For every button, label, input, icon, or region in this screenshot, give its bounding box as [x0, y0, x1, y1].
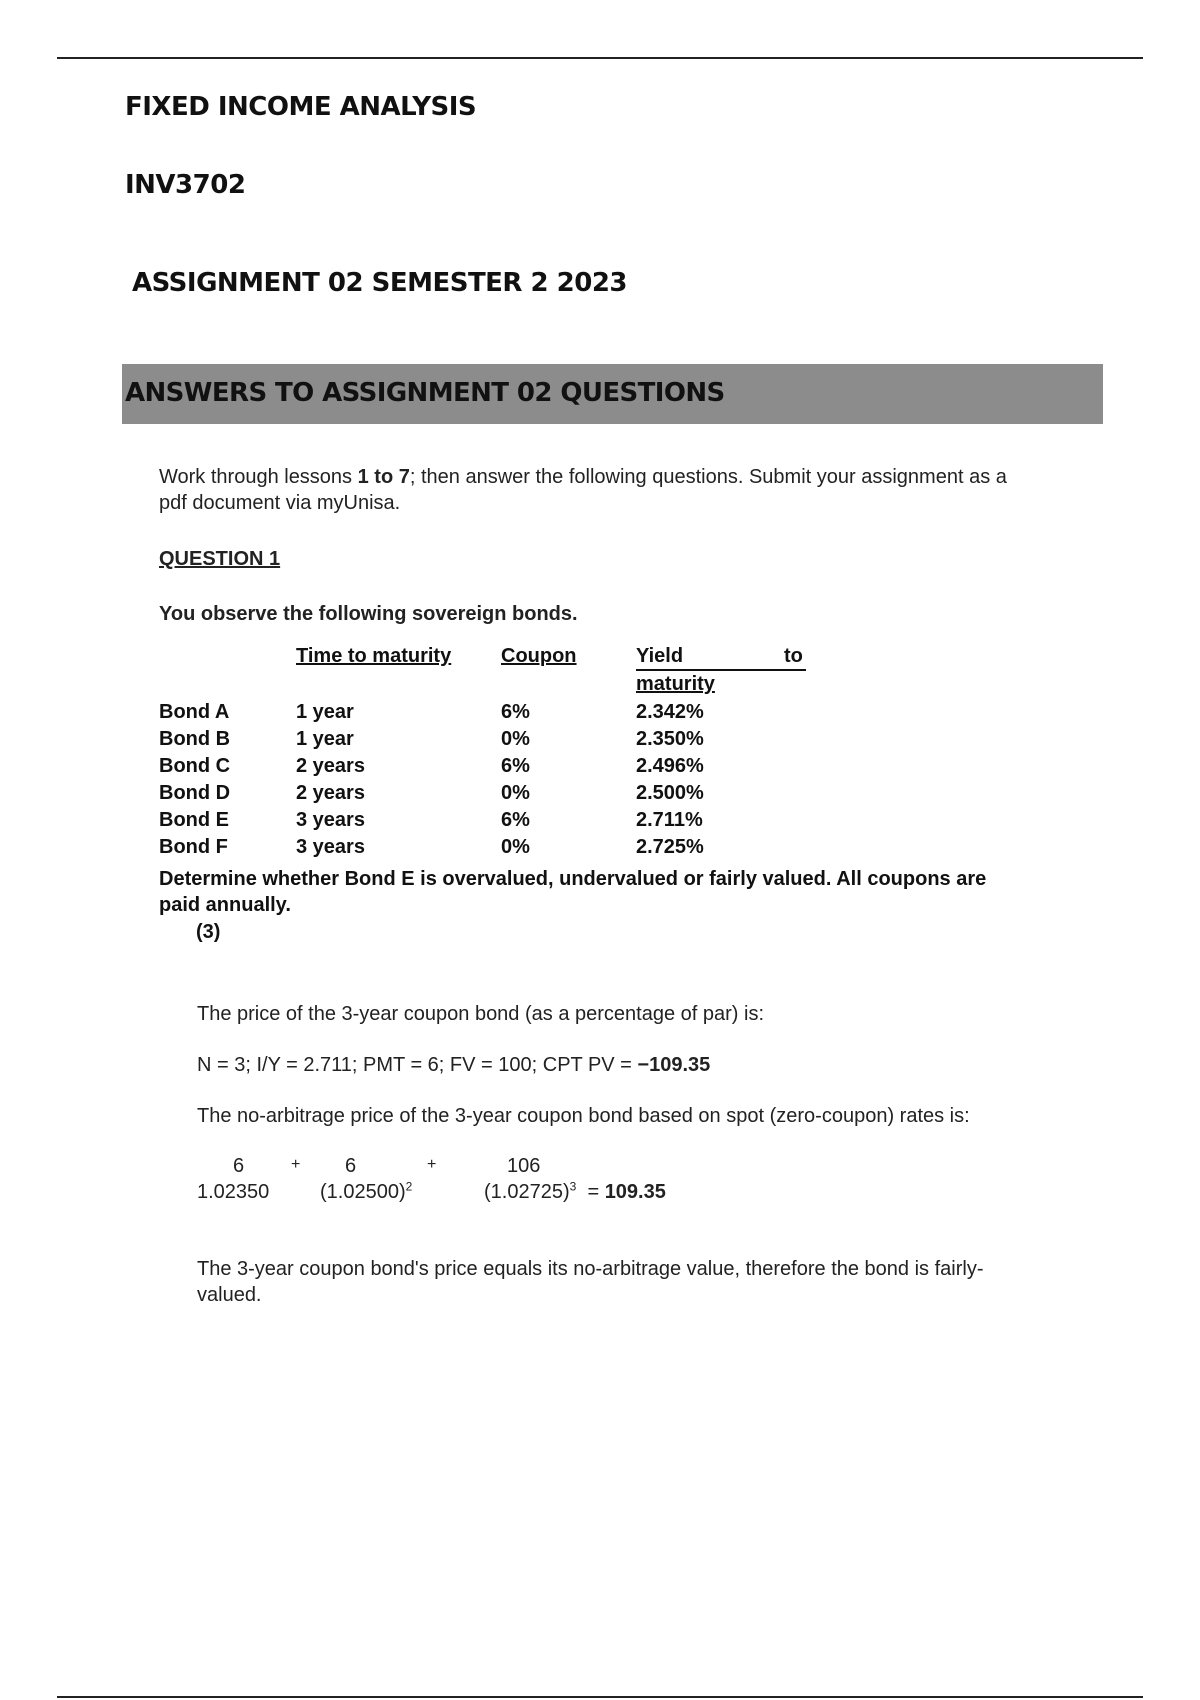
bond-name: Bond C [159, 755, 231, 777]
col-to-word: to [784, 645, 803, 667]
formula-denominator-2 [320, 1179, 412, 1205]
intro-text-1: Work through lessons [159, 466, 358, 488]
bond-name: Bond A [159, 701, 230, 723]
answers-banner [122, 364, 1103, 424]
formula-numerator-3: 106 [507, 1155, 541, 1177]
formula-d3-base: (1.02725) [484, 1181, 570, 1203]
question-heading: QUESTION 1 [159, 548, 281, 570]
bond-time: 2 years [296, 755, 365, 777]
question-marks: (3) [196, 921, 221, 943]
course-code: INV3702 [125, 170, 246, 200]
answer-noarb-intro: The no-arbitrage price of the 3-year coupon bond based on spot (zero-coupon) rates is: [197, 1105, 970, 1127]
conclusion-line-1: The 3-year coupon bond's price equals its no-arbitrage value, therefore the bond is fairly- [197, 1258, 984, 1280]
bond-ytm: 2.725% [636, 836, 704, 858]
bond-name: Bond D [159, 782, 231, 804]
intro-paragraph [159, 464, 1109, 516]
top-rule [57, 57, 1143, 59]
formula-numerator-2: 6 [345, 1155, 357, 1177]
question-prompt: You observe the following sovereign bonds. [159, 603, 578, 625]
bond-ytm: 2.500% [636, 782, 704, 804]
bottom-rule [57, 1696, 1143, 1698]
task-line-2: paid annually. [159, 894, 291, 916]
formula-equals: = [587, 1181, 605, 1203]
bond-name: Bond E [159, 809, 229, 831]
bond-coupon: 0% [501, 782, 530, 804]
answer-conclusion [197, 1256, 1127, 1308]
formula-d2-exponent: 2 [405, 1179, 413, 1194]
banner-text: ANSWERS TO ASSIGNMENT 02 QUESTIONS [125, 378, 725, 408]
formula-plus-2: + [427, 1156, 437, 1173]
answer-price-intro: The price of the 3-year coupon bond (as a percentage of par) is: [197, 1003, 765, 1025]
intro-text-2: ; then answer the following questions. Submit your assignment as a [409, 466, 1007, 488]
col-time-to-maturity: Time to maturity [296, 645, 452, 667]
col-maturity-word: maturity [636, 673, 715, 695]
col-yield-word: Yield [636, 645, 684, 667]
bond-ytm: 2.350% [636, 728, 704, 750]
bond-name: Bond F [159, 836, 228, 858]
formula-d3-exponent: 3 [569, 1179, 577, 1194]
formula-denominator-1: 1.02350 [197, 1181, 270, 1203]
course-title: FIXED INCOME ANALYSIS [125, 92, 477, 122]
intro-text-3: pdf document via myUnisa. [159, 492, 401, 514]
question-task [159, 866, 986, 918]
formula-d2-base: (1.02500) [320, 1181, 406, 1203]
bond-time: 1 year [296, 728, 354, 750]
bond-coupon: 0% [501, 836, 530, 858]
bond-name: Bond B [159, 728, 231, 750]
formula-result: 109.35 [604, 1181, 666, 1203]
calc-text: N = 3; I/Y = 2.711; PMT = 6; FV = 100; CPT PV = [197, 1054, 638, 1076]
bond-ytm: 2.342% [636, 701, 704, 723]
bond-coupon: 6% [501, 701, 530, 723]
bond-time: 3 years [296, 809, 365, 831]
bond-time: 1 year [296, 701, 354, 723]
bond-ytm: 2.496% [636, 755, 704, 777]
bond-coupon: 6% [501, 809, 530, 831]
intro-lessons: 1 to 7 [357, 466, 410, 488]
answer-calculation [197, 1052, 710, 1078]
bond-time: 3 years [296, 836, 365, 858]
bond-coupon: 6% [501, 755, 530, 777]
bond-ytm: 2.711% [636, 809, 703, 831]
bond-coupon: 0% [501, 728, 530, 750]
formula-denominator-3 [484, 1179, 666, 1205]
bond-time: 2 years [296, 782, 365, 804]
conclusion-line-2: valued. [197, 1284, 262, 1306]
calc-result: −109.35 [637, 1054, 711, 1076]
col-yield-header [636, 643, 806, 671]
assignment-title: ASSIGNMENT 02 SEMESTER 2 2023 [132, 268, 628, 298]
task-line-1: Determine whether Bond E is overvalued, undervalued or fairly valued. All coupons are [159, 868, 987, 890]
col-coupon: Coupon [501, 645, 577, 667]
formula-numerator-1: 6 [233, 1155, 245, 1177]
formula-plus-1: + [291, 1156, 301, 1173]
